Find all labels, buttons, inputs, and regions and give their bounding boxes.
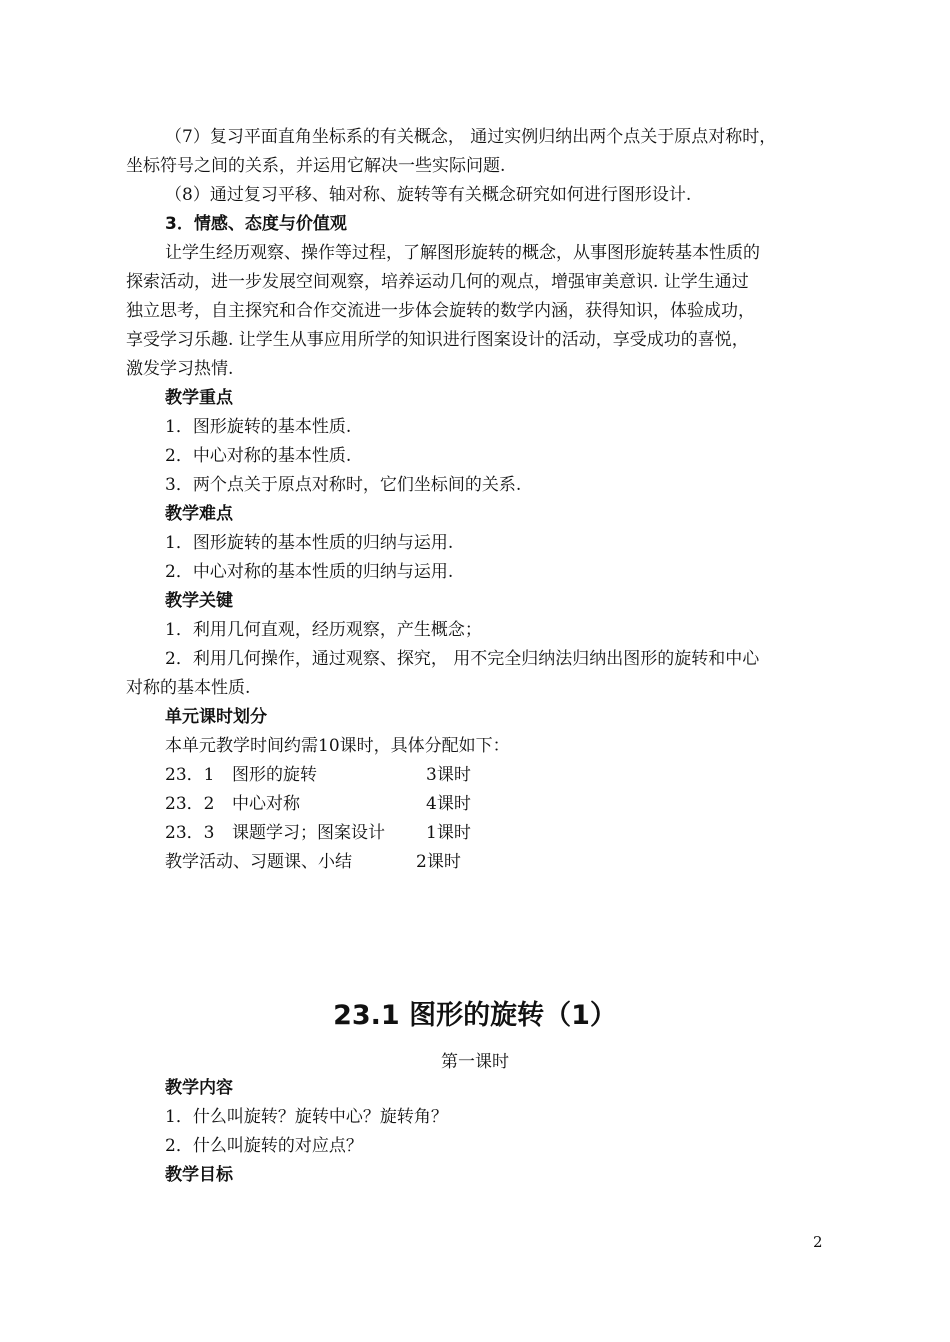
section-subtitle: 第一课时 bbox=[441, 1052, 509, 1072]
list-item: 2．利用几何操作，通过观察、探究， 用不完全归纳法归纳出图形的旋转和中心 bbox=[165, 649, 760, 669]
section-title: 23.1 图形的旋转（1） bbox=[333, 1000, 617, 1031]
section-heading: 3．情感、态度与价值观 bbox=[165, 214, 347, 234]
paragraph-line: 享受学习乐趣. 让学生从事应用所学的知识进行图案设计的活动，享受成功的喜悦， bbox=[126, 330, 749, 350]
schedule-number: 23．2 bbox=[165, 794, 215, 814]
schedule-hours: 2课时 bbox=[416, 852, 461, 872]
list-item: 3．两个点关于原点对称时，它们坐标间的关系. bbox=[165, 475, 522, 495]
paragraph-line: 探索活动，进一步发展空间观察，培养运动几何的观点，增强审美意识. 让学生通过 bbox=[126, 272, 749, 292]
schedule-hours: 1课时 bbox=[426, 823, 471, 843]
schedule-topic: 课题学习；图案设计 bbox=[232, 823, 385, 843]
list-item: 2．中心对称的基本性质的归纳与运用. bbox=[165, 562, 454, 582]
paragraph-line: 激发学习热情. bbox=[126, 359, 234, 379]
list-item: 1．图形旋转的基本性质. bbox=[165, 417, 352, 437]
paragraph-line: （7）复习平面直角坐标系的有关概念， 通过实例归纳出两个点关于原点对称时， bbox=[165, 127, 777, 147]
section-heading: 单元课时划分 bbox=[165, 707, 267, 727]
schedule-number: 23．1 bbox=[165, 765, 215, 785]
section-heading: 教学重点 bbox=[165, 388, 233, 408]
schedule-hours: 3课时 bbox=[426, 765, 471, 785]
section-heading: 教学内容 bbox=[165, 1078, 233, 1098]
paragraph-line: （8）通过复习平移、轴对称、旋转等有关概念研究如何进行图形设计. bbox=[165, 185, 692, 205]
list-item: 2．中心对称的基本性质. bbox=[165, 446, 352, 466]
schedule-topic: 图形的旋转 bbox=[232, 765, 317, 785]
page-number: 2 bbox=[813, 1233, 823, 1251]
schedule-topic: 教学活动、习题课、小结 bbox=[165, 852, 352, 872]
schedule-intro: 本单元教学时间约需10课时，具体分配如下： bbox=[165, 736, 510, 756]
section-heading: 教学难点 bbox=[165, 504, 233, 524]
paragraph-line: 让学生经历观察、操作等过程，了解图形旋转的概念，从事图形旋转基本性质的 bbox=[165, 243, 760, 263]
list-item: 1．什么叫旋转？旋转中心？旋转角？ bbox=[165, 1107, 448, 1127]
paragraph-line: 独立思考，自主探究和合作交流进一步体会旋转的数学内涵，获得知识，体验成功， bbox=[126, 301, 755, 321]
list-item: 对称的基本性质. bbox=[126, 678, 251, 698]
section-heading: 教学目标 bbox=[165, 1165, 233, 1185]
list-item: 2．什么叫旋转的对应点？ bbox=[165, 1136, 363, 1156]
list-item: 1．图形旋转的基本性质的归纳与运用. bbox=[165, 533, 454, 553]
schedule-number: 23．3 bbox=[165, 823, 215, 843]
paragraph-line: 坐标符号之间的关系，并运用它解决一些实际问题. bbox=[126, 156, 506, 176]
list-item: 1．利用几何直观，经历观察，产生概念； bbox=[165, 620, 482, 640]
schedule-topic: 中心对称 bbox=[232, 794, 300, 814]
section-heading: 教学关键 bbox=[165, 591, 233, 611]
schedule-hours: 4课时 bbox=[426, 794, 471, 814]
